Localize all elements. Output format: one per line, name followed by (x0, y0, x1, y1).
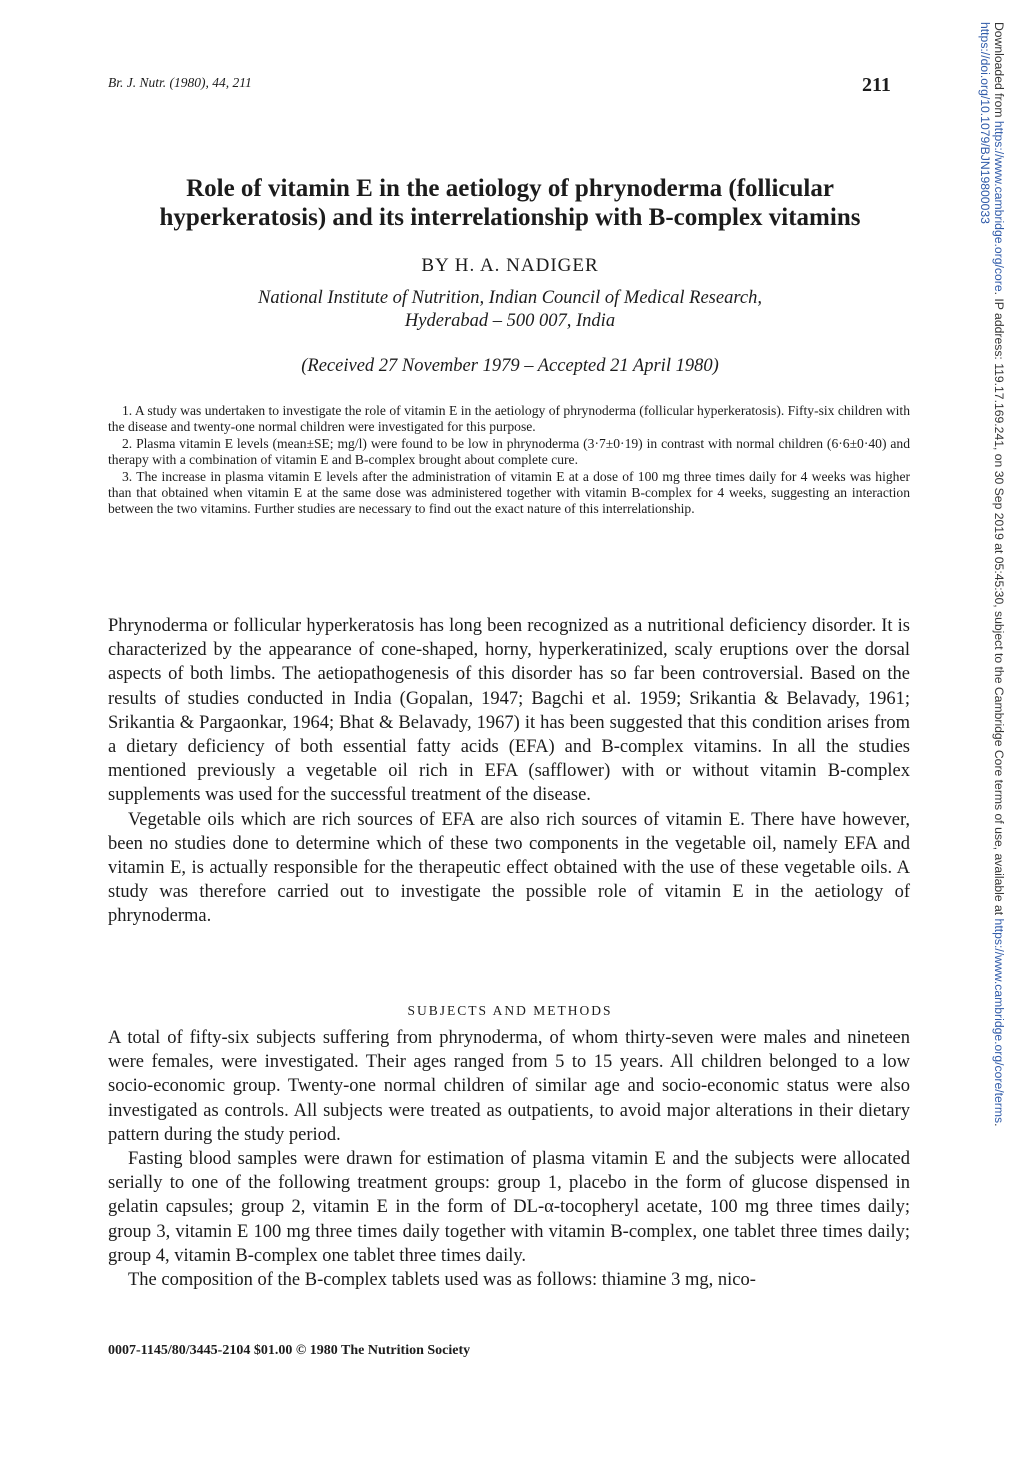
abstract-point-1: 1. A study was undertaken to investigate the role of vitamin E in the aetiology of phrynoderma (follicular hyperkeratosis). Fifty-six children with the disease and twenty-one normal children were investigated for this purpose. (108, 403, 910, 435)
abstract-point-2: 2. Plasma vitamin E levels (mean±SE; mg/l) were found to be low in phrynoderma (3·7±0·19) in contrast with normal children (6·6±0·40) and therapy with a combination of vitamin E and B-complex brought about complete cure. (108, 435, 910, 468)
section-heading-methods: SUBJECTS AND METHODS (407, 1003, 613, 1018)
intro-paragraph-1: Phrynoderma or follicular hyperkeratosis has long been recognized as a nutritional deficiency disorder. It is characterized by the appearance of cone-shaped, horny, hyperkeratinized, scaly eruptions over the dorsal aspects of both limbs. The aetiopathogenesis of this disorder has so far been controversial. Based on the results of studies conducted in India (Gopalan, 1947; Bagchi et al. 1959; Srikantia & Belavady, 1961; Srikantia & Pargaonkar, 1964; Bhat & Belavady, 1967) it has been suggested that this condition arises from a dietary deficiency of both essential fatty acids (EFA) and B-complex vitamins. In all the studies mentioned previously a vegetable oil rich in EFA (safflower) with or without vitamin B-complex supplements was used for the successful treatment of the disease. (108, 616, 910, 806)
introduction (108, 614, 910, 929)
doi-link[interactable]: https://doi.org/10.1079/BJN19800033 (978, 22, 992, 224)
methods-paragraph-2: Fasting blood samples were drawn for estimation of plasma vitamin E and the subjects were allocated serially to one of the following treatment groups: group 1, placebo in the form of glucose dispensed in gelatin capsules; group 2, vitamin E in the form of DL-α-tocopheryl acetate, 100 mg three times daily; group 3, vitamin E 100 mg three times daily together with vitamin B-complex, one tablet three times daily; group 4, vitamin B-complex one tablet three times daily. (108, 1149, 910, 1266)
author-byline: BY H. A. NADIGER (421, 255, 599, 276)
abstract-point-3: 3. The increase in plasma vitamin E levels after the administration of vitamin E at a dose of 100 mg three times daily for 4 weeks was higher than that obtained when vitamin E at the same dose was administered together with vitamin B-complex for 4 weeks, suggesting an interaction between the two vitamins. Further studies are necessary to find out the exact nature of this interrelationship. (108, 468, 910, 517)
intro-paragraph-2: Vegetable oils which are rich sources of EFA are also rich sources of vitamin E. There have however, been no studies done to determine which of these two components in the vegetable oil, namely EFA and vitamin E, is actually responsible for the therapeutic effect obtained with the use of these vegetable oils. A study was therefore carried out to investigate the possible role of vitamin E in the aetiology of phrynoderma. (108, 809, 910, 927)
download-suffix: . IP address: 119.17.169.241, on 30 Sep 2019 at 05:45:30, subject to the Cambridge Core terms of use, available at (992, 291, 1006, 919)
download-sidebar (970, 22, 1006, 1232)
methods-paragraph-3: The composition of the B-complex tablets used was as follows: thiamine 3 mg, nico- (128, 1270, 756, 1291)
download-line (992, 22, 1006, 1127)
terms-link[interactable]: https://www.cambridge.org/core/terms (992, 918, 1006, 1124)
article-title-line-2: hyperkeratosis) and its interrelationship with B-complex vitamins (159, 204, 861, 231)
download-notice (978, 22, 1006, 1127)
terms-suffix: . (992, 1123, 1006, 1127)
methods-paragraph-1: A total of fifty-six subjects suffering from phrynoderma, of whom thirty-seven were males and nineteen were females, were investigated. Their ages ranged from 5 to 15 years. All children belonged to a low socio-economic group. Twenty-one normal children of similar age and socio-economic status were also investigated as controls. All subjects were treated as outpatients, to avoid major alterations in their dietary pattern during the study period. (108, 1028, 910, 1145)
affiliation-line-1: National Institute of Nutrition, Indian Council of Medical Research, (258, 288, 762, 308)
affiliation-line-2: Hyderabad – 500 007, India (404, 311, 616, 331)
journal-reference: Br. J. Nutr. (1980), 44, 211 (108, 75, 252, 90)
received-dates: (Received 27 November 1979 – Accepted 21 April 1980) (301, 356, 719, 376)
article-title-line-1: Role of vitamin E in the aetiology of phrynoderma (follicular (186, 175, 834, 202)
page-number: 211 (862, 74, 891, 96)
abstract (108, 403, 910, 518)
cambridge-core-link[interactable]: https://www.cambridge.org/core (992, 120, 1006, 292)
methods-section (108, 1026, 910, 1292)
copyright-footer: 0007-1145/80/3445-2104 $01.00 © 1980 The Nutrition Society (108, 1343, 471, 1358)
download-prefix: Downloaded from (992, 22, 1006, 121)
